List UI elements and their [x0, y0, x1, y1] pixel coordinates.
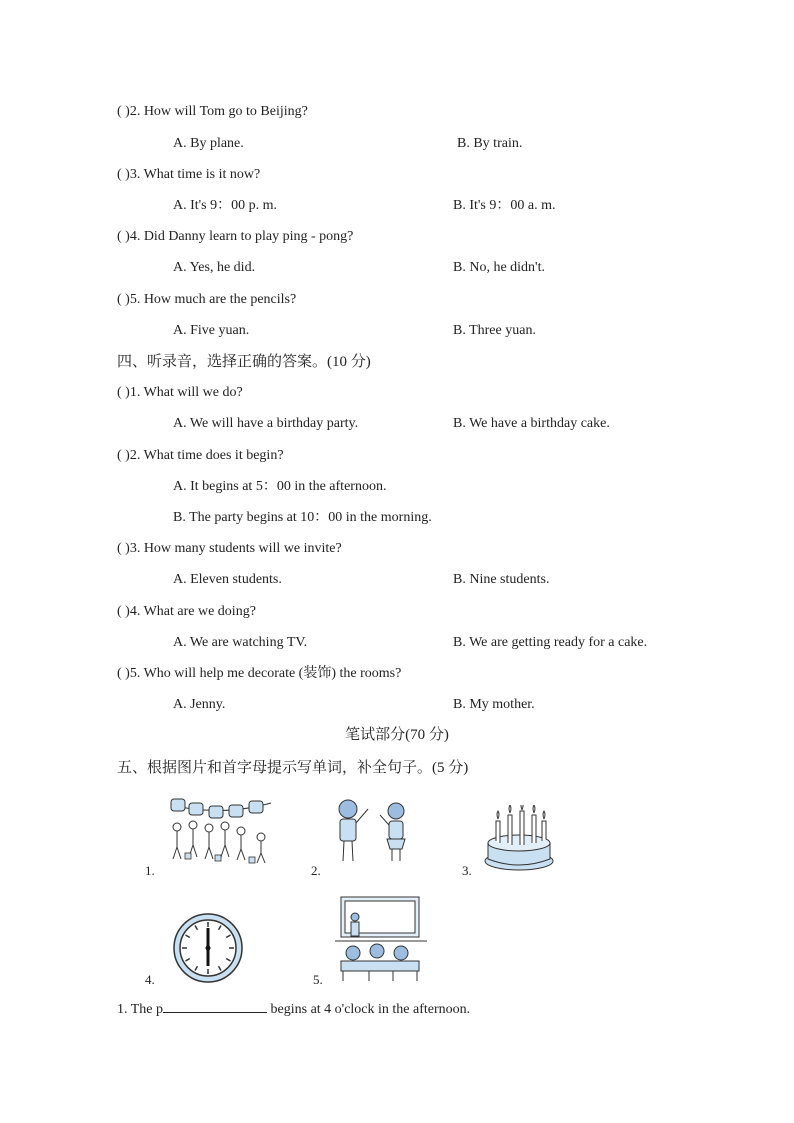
option-a: A. Eleven students.: [173, 572, 282, 587]
kids-greeting-picture: [330, 795, 412, 867]
option-a: A. It's 9：00 p. m.: [173, 198, 278, 213]
option-b: B. The party begins at 10：00 in the morning.: [173, 510, 432, 525]
written-part-title: 笔试部分(70 分): [345, 727, 449, 743]
option-b: B. It's 9：00 a. m.: [453, 198, 556, 213]
option-a: A. Jenny.: [173, 697, 226, 712]
question-stem: ( )4. Did Danny learn to play ping - pong?: [117, 229, 354, 244]
option-a: A. We will have a birthday party.: [173, 416, 359, 431]
option-a: A. Yes, he did.: [173, 260, 256, 275]
option-b: B. Three yuan.: [453, 323, 536, 338]
picture-label: 5.: [313, 972, 323, 987]
option-b: B. We are getting ready for a cake.: [453, 635, 648, 650]
party-picture: [163, 795, 279, 867]
sentence-prefix: 1. The p: [117, 1002, 164, 1017]
classroom-picture: [333, 895, 429, 983]
picture-label: 1.: [145, 863, 155, 878]
option-a: A. By plane.: [173, 136, 244, 151]
picture-label: 3.: [462, 863, 472, 878]
clock-picture: [172, 912, 244, 984]
option-a: A. We are watching TV.: [173, 635, 308, 650]
question-stem: ( )1. What will we do?: [117, 385, 243, 400]
option-b: B. We have a birthday cake.: [453, 416, 610, 431]
option-b: B. No, he didn't.: [453, 260, 545, 275]
option-b: B. My mother.: [453, 697, 535, 712]
question-stem: ( )5. How much are the pencils?: [117, 292, 297, 307]
question-stem: ( )4. What are we doing?: [117, 604, 256, 619]
section-heading: 五、根据图片和首字母提示写单词，补全句子。(5 分): [117, 760, 469, 776]
picture-label: 4.: [145, 972, 155, 987]
picture-label: 2.: [311, 863, 321, 878]
question-stem: ( )5. Who will help me decorate (装饰) the rooms?: [117, 666, 402, 681]
option-b: B. By train.: [457, 136, 523, 151]
fill-in-sentence-1: [117, 998, 470, 1019]
question-stem: ( )2. What time does it begin?: [117, 448, 284, 463]
option-a: A. It begins at 5：00 in the afternoon.: [173, 479, 387, 494]
question-stem: ( )2. How will Tom go to Beijing?: [117, 104, 308, 119]
sentence-suffix: begins at 4 o'clock in the afternoon.: [267, 1002, 471, 1017]
section-heading: 四、听录音，选择正确的答案。(10 分): [117, 354, 371, 370]
question-stem: ( )3. How many students will we invite?: [117, 541, 342, 556]
birthday-cake-picture: [482, 805, 556, 873]
option-a: A. Five yuan.: [173, 323, 250, 338]
option-b: B. Nine students.: [453, 572, 550, 587]
question-stem: ( )3. What time is it now?: [117, 167, 261, 182]
answer-blank[interactable]: [163, 998, 267, 1013]
